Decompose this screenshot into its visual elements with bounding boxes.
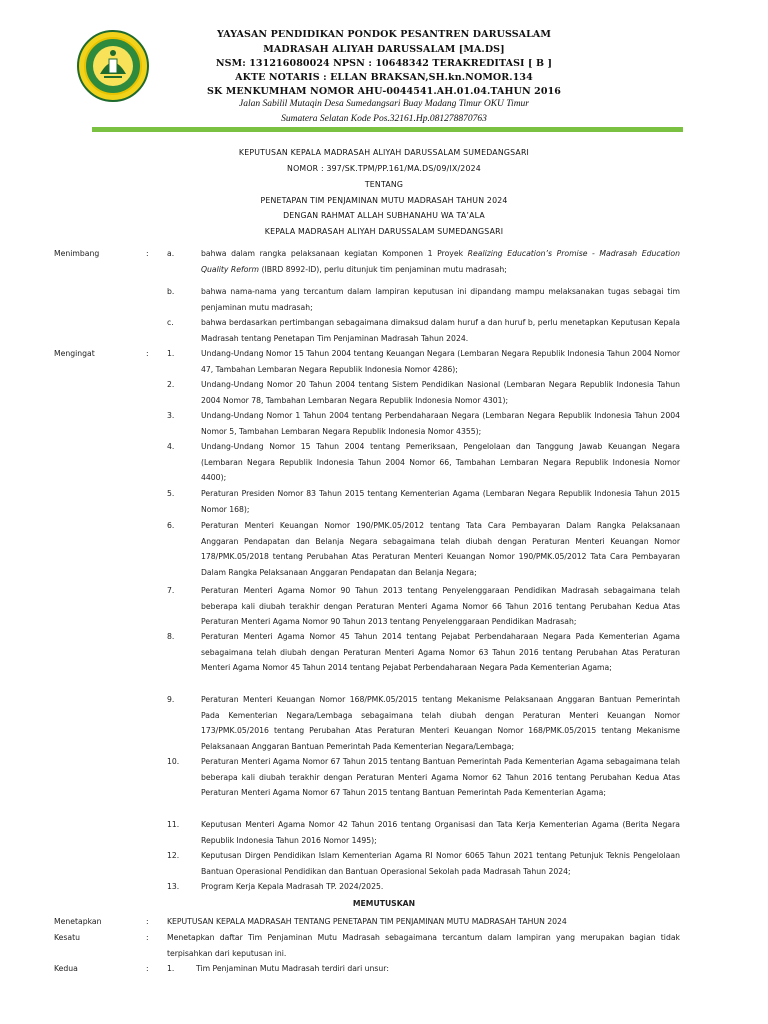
item-number: 8. (167, 632, 175, 641)
item-number: 6. (167, 521, 175, 530)
kesatu-label: Kesatu (54, 933, 80, 942)
letterhead-divider (92, 127, 683, 132)
item-number: 7. (167, 586, 175, 595)
address-line-2: Sumatera Selatan Kode Pos.32161.Hp.081278870763 (281, 114, 487, 124)
decree-number: NOMOR : 397/SK.TPM/PP.161/MA.DS/09/IX/2024 (287, 164, 481, 173)
item-text: Peraturan Menteri Keuangan Nomor 168/PMK.05/2015 tentang Mekanisme Pelaksanaan Anggaran Bantuan Pemerintah Pada Kementerian Negara/Lembaga sebagaimana telah diubah dengan Peraturan Menteri Keuangan Nomor 173/PMK.05/2016 tentang Perubahan Atas Peraturan Menteri Keuangan Nomor 168/PMK.05/2015 tentang Mekanisme Pelaksanaan Anggaran Bantuan Pemerintah Pada Kementerian Negara/Lembaga; (201, 695, 680, 751)
item-text: Program Kerja Kepala Madrasah TP. 2024/2025. (201, 882, 384, 891)
colon: : (146, 933, 149, 942)
kedua-text: Tim Penjaminan Mutu Madrasah terdiri dari unsur: (196, 964, 389, 973)
school-name: MADRASAH ALIYAH DARUSSALAM [MA.DS] (263, 44, 505, 55)
item-number: 3. (167, 411, 175, 420)
item-text: Undang-Undang Nomor 1 Tahun 2004 tentang Perbendaharaan Negara (Lembaran Negara Republik Indonesia Tahun 2004 Nomor 5, Tambahan Lembaran Negara Republik Indonesia Nomor 4355); (201, 411, 680, 436)
menetapkan-text: KEPUTUSAN KEPALA MADRASAH TENTANG PENETAPAN TIM PENJAMINAN MUTU MADRASAH TAHUN 2024 (167, 917, 567, 926)
item-text: Keputusan Dirgen Pendidikan Islam Kementerian Agama RI Nomor 6065 Tahun 2021 tentang Petunjuk Teknis Pengelolaan Bantuan Operasional Pendidikan dan Bantuan Operasional Sekolah pada Madrasah Tahun 2024; (201, 851, 680, 876)
mengingat-label: Mengingat (54, 349, 95, 358)
item-number: 4. (167, 442, 175, 451)
item-text: Peraturan Menteri Agama Nomor 45 Tahun 2014 tentang Pejabat Perbendaharaan Negara Pada Kementerian Agama sebagaimana telah diubah dengan Peraturan Menteri Agama Nomor 63 Tahun 2016 tentang Perubahan Atas Peraturan Menteri Agama Nomor 45 Tahun 2014 tentang Pejabat Perbendaharaan Negara Pada Kementerian Agama; (201, 632, 680, 672)
decree-about: TENTANG (364, 180, 404, 189)
item-number: 12. (167, 851, 180, 860)
memutuskan-heading: MEMUTUSKAN (352, 899, 416, 908)
item-text: Peraturan Menteri Agama Nomor 67 Tahun 2015 tentang Bantuan Pemerintah Pada Kementerian Agama sebagaimana telah beberapa kali diubah terakhir dengan Peraturan Menteri Agama Nomor 62 Tahun 2016 tentang Perubahan Kedua Atas Peraturan Menteri Agama Nomor 67 Tahun 2015 tentang Bantuan Pemerintah Pada Kementerian Agama; (201, 757, 680, 797)
notary-deed: AKTE NOTARIS : ELLAN BRAKSAN,SH.kn.NOMOR.134 (235, 72, 533, 83)
decree-title: KEPUTUSAN KEPALA MADRASAH ALIYAH DARUSSALAM SUMEDANGSARI (238, 148, 530, 157)
decree-grace: DENGAN RAHMAT ALLAH SUBHANAHU WA TA’ALA (283, 211, 485, 220)
item-number: c. (167, 318, 174, 327)
address-line-1: Jalan Sabilil Mutaqin Desa Sumedangsari Buay Madang Timur OKU Timur (238, 99, 530, 109)
kedua-label: Kedua (54, 964, 78, 973)
kesatu-text: Menetapkan daftar Tim Penjaminan Mutu Madrasah sebagaimana tercantum dalam lampiran yang merupakan bagian tidak terpisahkan dari keputusan ini. (167, 933, 680, 958)
school-ids: NSM: 131216080024 NPSN : 10648342 TERAKREDITASI [ B ] (215, 58, 553, 69)
colon: : (146, 964, 149, 973)
item-number: 1. (167, 964, 175, 973)
menetapkan-label: Menetapkan (54, 917, 102, 926)
item-text: Undang-Undang Nomor 15 Tahun 2004 tentang Pemeriksaan, Pengelolaan dan Tanggung Jawab Keuangan Negara (Lembaran Negara Republik Indonesia Tahun 2004 Nomor 66, Tambahan Lembaran Negara Republik Indonesia Nomor 4400); (201, 442, 680, 482)
project-name: Realizing Education’s Promise - Madrasah Education Quality Reform (201, 249, 680, 274)
item-number: b. (167, 287, 175, 296)
item-text: Undang-Undang Nomor 15 Tahun 2004 tentang Keuangan Negara (Lembaran Negara Republik Indonesia Tahun 2004 Nomor 47, Tambahan Lembaran Negara Republik Indonesia Nomor 4286); (201, 349, 680, 374)
item-text: Undang-Undang Nomor 20 Tahun 2004 tentang Sistem Pendidikan Nasional (Lembaran Negara Republik Indonesia Tahun 2004 Nomor 78, Tambahan Lembaran Negara Republik Indonesia Nomor 4301); (201, 380, 680, 405)
colon: : (146, 249, 149, 258)
item-number: 10. (167, 757, 180, 766)
colon: : (146, 917, 149, 926)
item-text: Peraturan Presiden Nomor 83 Tahun 2015 tentang Kementerian Agama (Lembaran Negara Republik Indonesia Tahun 2015 Nomor 168); (201, 489, 680, 514)
item-text: Keputusan Menteri Agama Nomor 42 Tahun 2016 tentang Organisasi dan Tata Kerja Kementerian Agama (Berita Negara Republik Indonesia Tahun 2016 Nomor 1495); (201, 820, 680, 845)
colon: : (146, 349, 149, 358)
decree-subject: PENETAPAN TIM PENJAMINAN MUTU MADRASAH TAHUN 2024 (260, 196, 508, 205)
item-text: Peraturan Menteri Keuangan Nomor 190/PMK.05/2012 tentang Tata Cara Pembayaran Dalam Rangka Pelaksanaan Anggaran Pendapatan dan Belanja Negara sebagaimana telah diubah dengan Peraturan Menteri Keuangan Nomor 178/PMK.05/2018 tentang Perubahan Atas Peraturan Menteri Keuangan Nomor 190/PMK.05/2012 Tata Cara Pembayaran Dalam Rangka Pelaksanaan Anggaran Pendapatan dan Belanja Negara; (201, 521, 680, 577)
item-number: a. (167, 249, 175, 258)
item-number: 13. (167, 882, 180, 891)
item-text: bahwa berdasarkan pertimbangan sebagaimana dimaksud dalam huruf a dan huruf b, perlu menetapkan Keputusan Kepala Madrasah tentang Penetapan Tim Penjaminan Madrasah Tahun 2024. (201, 318, 680, 343)
decree-head: KEPALA MADRASAH ALIYAH DARUSSALAM SUMEDANGSARI (264, 227, 504, 236)
item-number: 5. (167, 489, 175, 498)
item-number: 2. (167, 380, 175, 389)
foundation-name: YAYASAN PENDIDIKAN PONDOK PESANTREN DARUSSALAM (216, 29, 552, 40)
item-text: bahwa nama-nama yang tercantum dalam lampiran keputusan ini dipandang mampu melaksanakan tugas sebagai tim penjaminan mutu madrasah; (201, 287, 680, 312)
item-text: bahwa dalam rangka pelaksanaan kegiatan Komponen 1 Proyek Realizing Education’s Promise - Madrasah Education Quality Reform (IBRD 8992-ID), perlu ditunjuk tim penjaminan mutu madrasah; (201, 249, 680, 274)
item-number: 9. (167, 695, 175, 704)
menimbang-label: Menimbang (54, 249, 100, 258)
item-number: 1. (167, 349, 175, 358)
item-number: 11. (167, 820, 180, 829)
item-text: Peraturan Menteri Agama Nomor 90 Tahun 2013 tentang Penyelenggaraan Pendidikan Madrasah sebagaimana telah beberapa kali diubah terakhir dengan Peraturan Menteri Agama Nomor 66 Tahun 2016 tentang Perubahan Kedua Atas Peraturan Menteri Agama Nomor 90 Tahun 2013 tentang Penyelenggaraan Pendidikan Madrasah; (201, 586, 680, 626)
ministry-decree: SK MENKUMHAM NOMOR AHU-0044541.AH.01.04.TAHUN 2016 (206, 86, 561, 97)
